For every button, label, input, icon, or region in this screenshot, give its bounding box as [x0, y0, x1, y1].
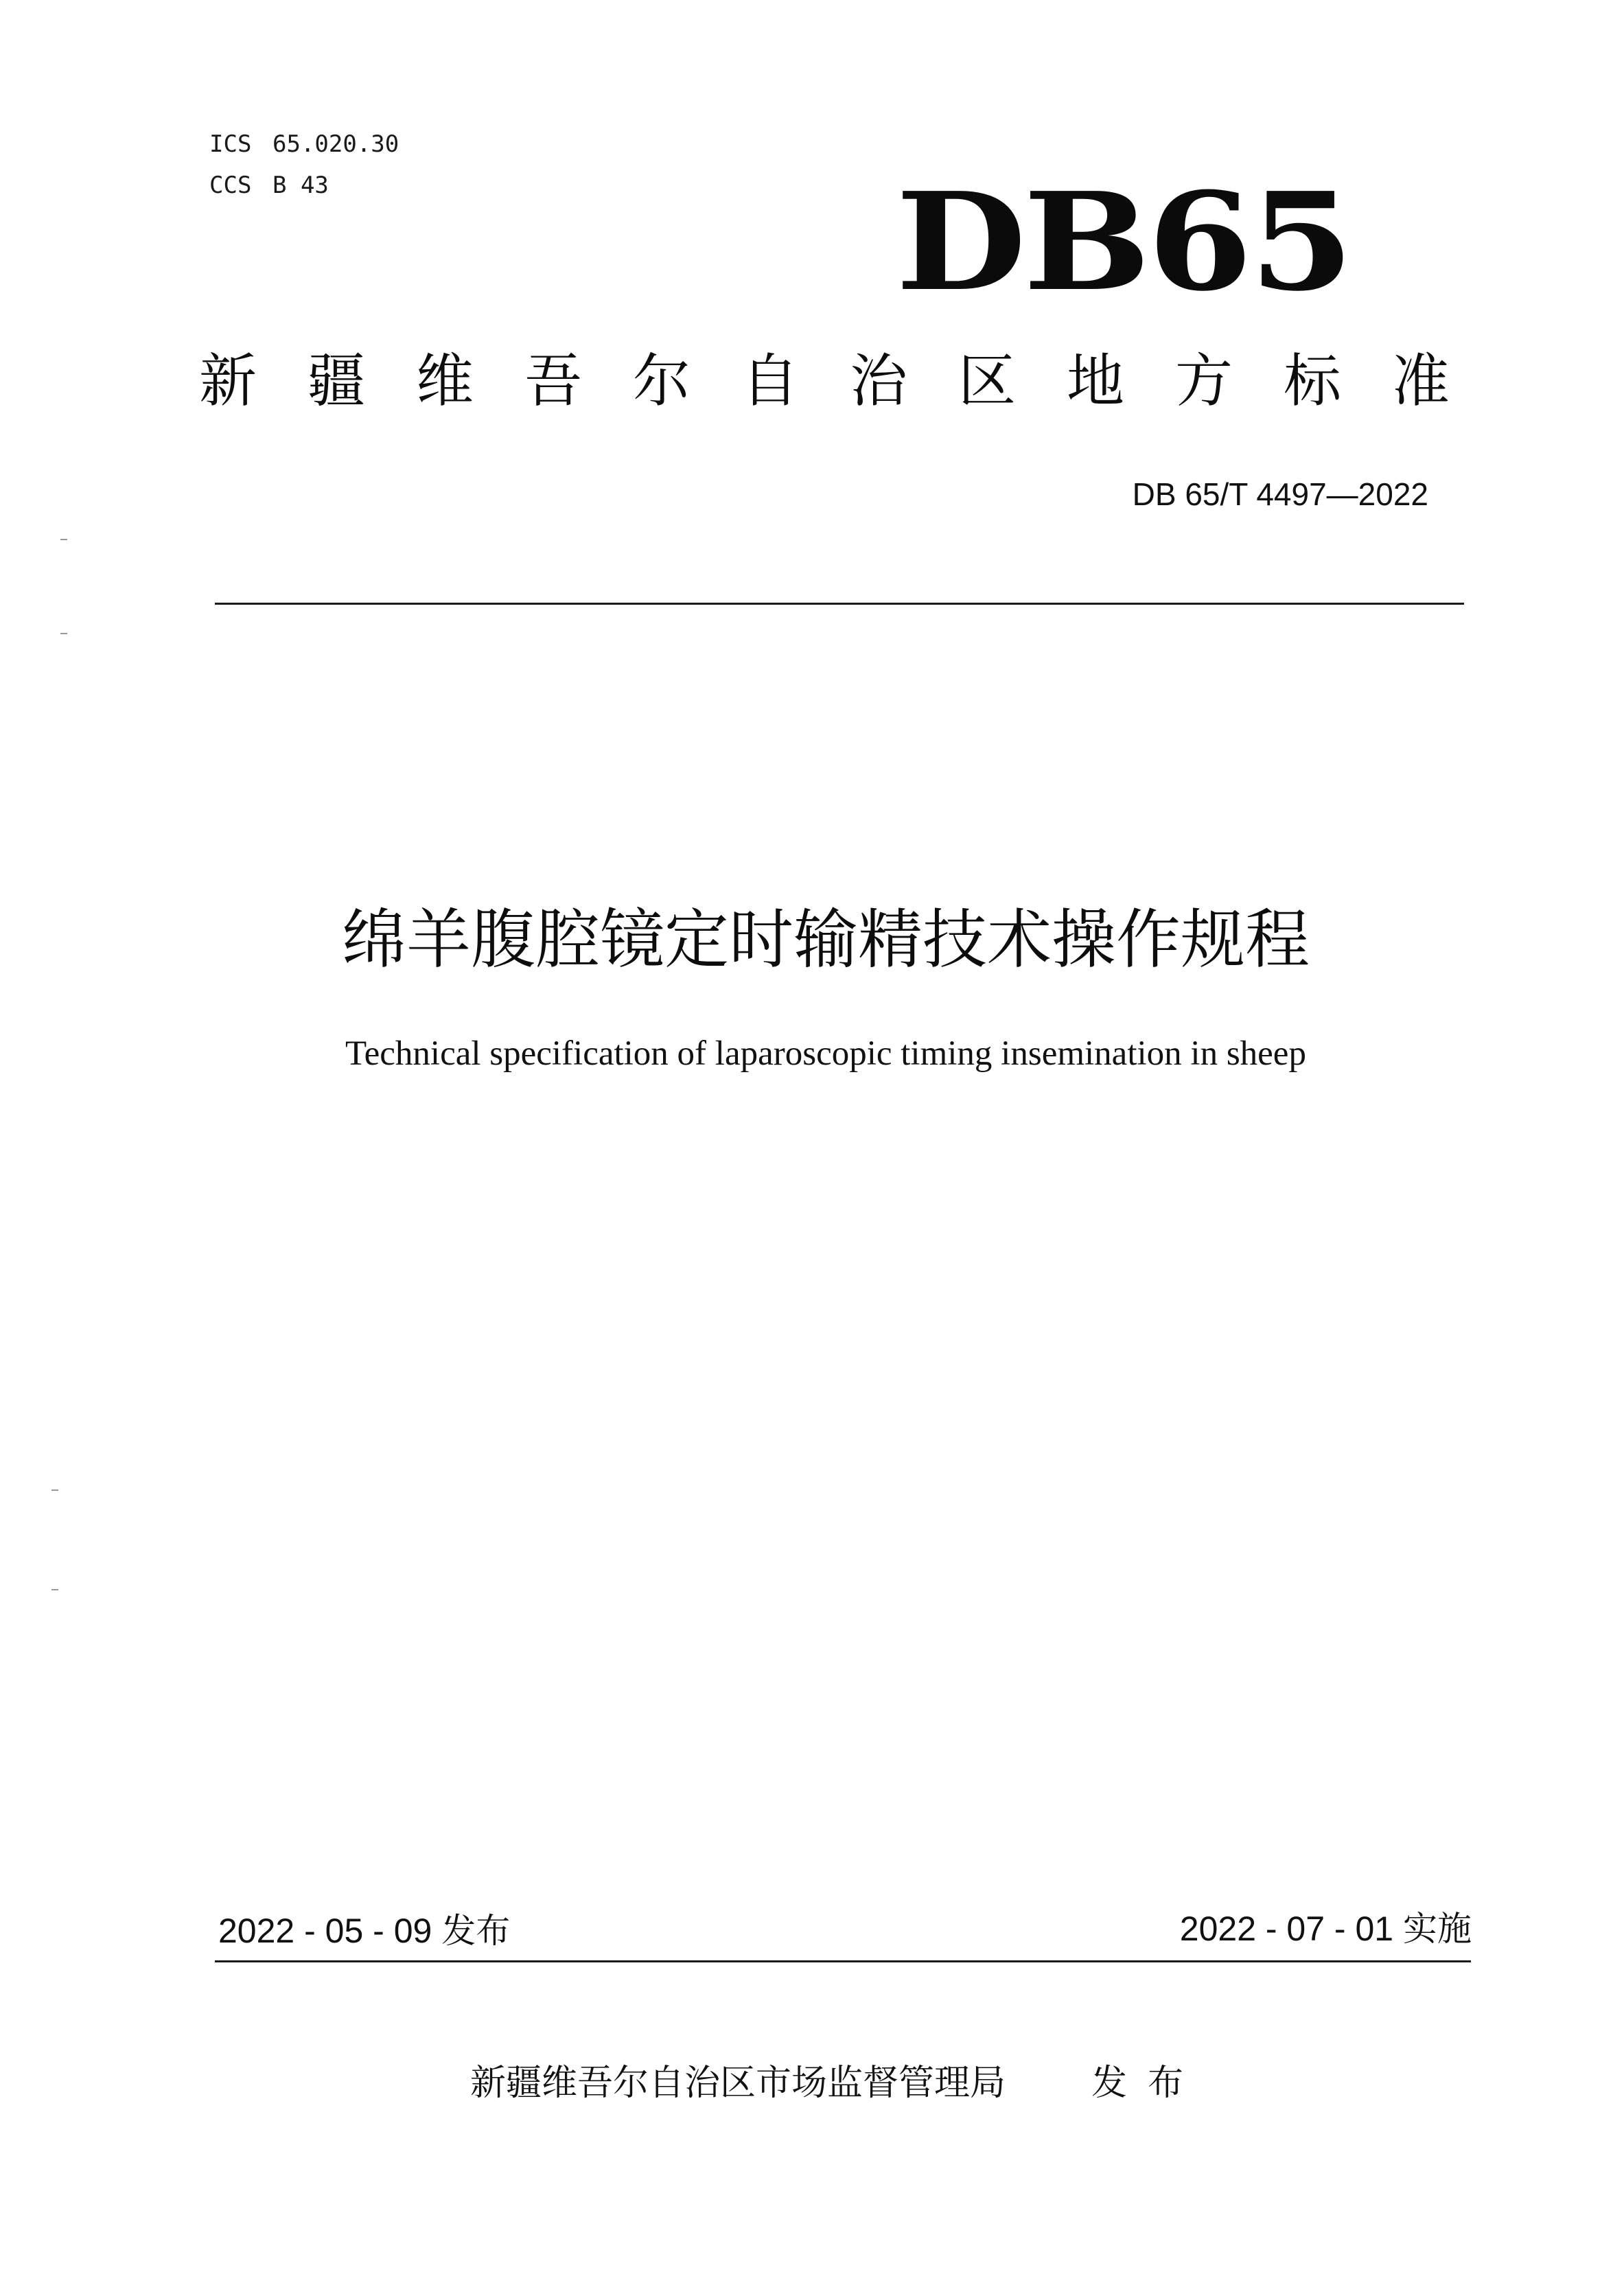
issue-date: 2022 - 05 - 09 发布 — [218, 1912, 511, 1950]
scan-mark — [51, 1589, 58, 1590]
title-english: Technical specification of laparoscopic timing insemination in sheep — [345, 1034, 1306, 1073]
standard-type-heading: 新疆维吾尔自治区地方标准 — [199, 347, 1501, 415]
publisher-name: 新疆维吾尔自治区市场监督管理局 — [470, 2063, 1006, 2104]
bottom-divider — [215, 1960, 1471, 1962]
scan-mark — [60, 539, 67, 540]
scan-mark — [60, 633, 67, 634]
ics-code: 65.020.30 — [272, 130, 399, 158]
implementation-date: 2022 - 07 - 01 实施 — [1179, 1910, 1472, 1948]
ics-row — [209, 124, 399, 165]
ccs-code: B 43 — [272, 172, 329, 199]
ccs-label: CCS — [209, 172, 252, 199]
ccs-row — [209, 165, 399, 206]
classification-codes — [209, 124, 399, 206]
scan-mark — [51, 1489, 58, 1491]
top-divider — [215, 603, 1464, 605]
title-chinese: 绵羊腹腔镜定时输精技术操作规程 — [341, 903, 1310, 977]
standard-number: DB 65/T 4497—2022 — [1132, 476, 1428, 512]
publisher-action: 发布 — [1091, 2063, 1205, 2104]
db-mark: DB65 — [895, 163, 1351, 321]
ics-label: ICS — [209, 130, 252, 158]
